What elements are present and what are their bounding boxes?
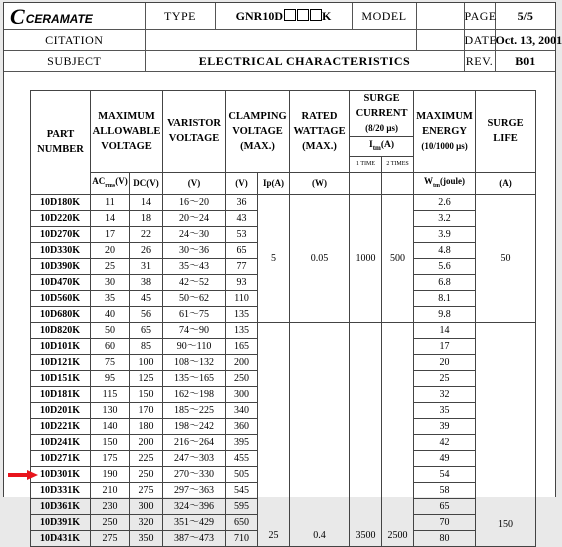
max-energy-cell: 5.6 — [414, 258, 476, 274]
dc-cell: 14 — [130, 194, 163, 210]
part-number-cell: 10D181K — [31, 386, 91, 402]
max-energy-cell: 6.8 — [414, 274, 476, 290]
varistor-voltage-cell: 198～242 — [163, 418, 226, 434]
varistor-voltage-cell: 90～110 — [163, 338, 226, 354]
max-allowable-voltage-header: MAXIMUM ALLOWABLE VOLTAGE — [91, 91, 163, 173]
part-number-cell: 10D301K — [31, 466, 91, 482]
dc-cell: 26 — [130, 242, 163, 258]
clamping-voltage-cell: 135 — [226, 306, 258, 322]
placeholder-box — [284, 9, 296, 21]
part-number-cell: 10D390K — [31, 258, 91, 274]
varistor-voltage-cell: 61～75 — [163, 306, 226, 322]
ac-rms-cell: 115 — [91, 386, 130, 402]
clamping-voltage-header: CLAMPING VOLTAGE (MAX.) — [226, 91, 290, 173]
part-number-cell: 10D101K — [31, 338, 91, 354]
ac-rms-cell: 40 — [91, 306, 130, 322]
ac-rms-cell: 210 — [91, 482, 130, 498]
clamping-voltage-cell: 165 — [226, 338, 258, 354]
varistor-voltage-cell: 297～363 — [163, 482, 226, 498]
rev-value: B01 — [495, 51, 555, 72]
varistor-voltage-cell: 35～43 — [163, 258, 226, 274]
ac-rms-cell: 150 — [91, 434, 130, 450]
ac-rms-cell: 17 — [91, 226, 130, 242]
ac-rms-cell: 30 — [91, 274, 130, 290]
ac-rms-cell: 20 — [91, 242, 130, 258]
ip-cell: 5 — [258, 194, 290, 322]
ac-rms-cell: 175 — [91, 450, 130, 466]
part-number-cell: 10D331K — [31, 482, 91, 498]
dc-cell: 65 — [130, 322, 163, 338]
clamp-v-unit-header: (V) — [226, 172, 258, 194]
part-number-cell: 10D470K — [31, 274, 91, 290]
ac-rms-cell: 50 — [91, 322, 130, 338]
logo-text: CERAMATE — [25, 12, 93, 26]
maximum-energy-header: MAXIMUM ENERGY (10/1000 μs) — [414, 91, 476, 173]
part-number-cell: 10D820K — [31, 322, 91, 338]
clamping-voltage-cell: 250 — [226, 370, 258, 386]
company-logo — [4, 3, 145, 30]
surge-life-header: SURGE LIFE — [476, 91, 536, 173]
ac-rms-cell: 275 — [91, 530, 130, 546]
dc-cell: 200 — [130, 434, 163, 450]
dc-cell: 125 — [130, 370, 163, 386]
clamping-voltage-cell: 36 — [226, 194, 258, 210]
dc-cell: 170 — [130, 402, 163, 418]
dc-cell: 22 — [130, 226, 163, 242]
clamping-voltage-cell: 110 — [226, 290, 258, 306]
one-time-unit-header — [350, 172, 382, 194]
dc-header: DC(V) — [130, 172, 163, 194]
dc-cell: 320 — [130, 514, 163, 530]
clamping-voltage-cell: 360 — [226, 418, 258, 434]
dc-cell: 350 — [130, 530, 163, 546]
dc-cell: 18 — [130, 210, 163, 226]
varistor-voltage-cell: 247～303 — [163, 450, 226, 466]
varistor-voltage-cell: 162～198 — [163, 386, 226, 402]
model-value — [416, 3, 464, 30]
max-energy-cell: 70 — [414, 514, 476, 530]
subject-label: SUBJECT — [4, 51, 145, 72]
part-number-cell: 10D680K — [31, 306, 91, 322]
ac-rms-cell: 35 — [91, 290, 130, 306]
varistor-voltage-cell: 42～52 — [163, 274, 226, 290]
max-energy-cell: 2.6 — [414, 194, 476, 210]
clamping-voltage-cell: 135 — [226, 322, 258, 338]
varistor-voltage-cell: 324～396 — [163, 498, 226, 514]
datasheet-page — [3, 2, 562, 544]
part-number-header: PART NUMBER — [31, 91, 91, 195]
dc-cell: 38 — [130, 274, 163, 290]
ac-rms-cell: 60 — [91, 338, 130, 354]
max-energy-cell: 8.1 — [414, 290, 476, 306]
document-header — [4, 3, 562, 72]
varistor-voltage-cell: 351～429 — [163, 514, 226, 530]
subject-value: ELECTRICAL CHARACTERISTICS — [145, 51, 464, 72]
surge-life-unit-header: (A) — [476, 172, 536, 194]
surge-two-times-cell: 2500 — [382, 322, 414, 546]
varistor-unit-header: (V) — [163, 172, 226, 194]
ip-header: Ip(A) — [258, 172, 290, 194]
dc-cell: 45 — [130, 290, 163, 306]
date-value: Oct. 13, 2001 — [495, 30, 555, 51]
ac-rms-cell: 130 — [91, 402, 130, 418]
ac-rms-cell: 190 — [91, 466, 130, 482]
clamping-voltage-cell: 395 — [226, 434, 258, 450]
clamping-voltage-cell: 455 — [226, 450, 258, 466]
dc-cell: 225 — [130, 450, 163, 466]
varistor-voltage-cell: 135～165 — [163, 370, 226, 386]
surge-two-times-cell: 500 — [382, 194, 414, 322]
wattage-unit-header: (W) — [290, 172, 350, 194]
ip-cell: 25 — [258, 322, 290, 546]
clamping-voltage-cell: 65 — [226, 242, 258, 258]
rev-label: REV. — [464, 51, 495, 72]
ac-rms-cell: 14 — [91, 210, 130, 226]
dc-cell: 275 — [130, 482, 163, 498]
max-energy-cell: 80 — [414, 530, 476, 546]
placeholder-box — [310, 9, 322, 21]
part-number-cell: 10D330K — [31, 242, 91, 258]
max-energy-cell: 39 — [414, 418, 476, 434]
clamping-voltage-cell: 77 — [226, 258, 258, 274]
clamping-voltage-cell: 710 — [226, 530, 258, 546]
part-number-cell: 10D241K — [31, 434, 91, 450]
part-number-cell: 10D431K — [31, 530, 91, 546]
table-body — [31, 194, 536, 546]
max-energy-cell: 25 — [414, 370, 476, 386]
dc-cell: 150 — [130, 386, 163, 402]
varistor-voltage-cell: 74～90 — [163, 322, 226, 338]
surge-one-time-cell: 1000 — [350, 194, 382, 322]
ac-rms-cell: 11 — [91, 194, 130, 210]
varistor-voltage-cell: 270～330 — [163, 466, 226, 482]
varistor-voltage-cell: 30～36 — [163, 242, 226, 258]
rated-wattage-cell: 0.4 — [290, 322, 350, 546]
two-times-unit-header — [382, 172, 414, 194]
date-label: DATE — [464, 30, 495, 51]
red-arrow-icon — [8, 470, 38, 480]
wtm-header: $W_{tm}(joule)$ — [414, 172, 476, 194]
ac-rms-cell: 250 — [91, 514, 130, 530]
citation-value — [145, 30, 416, 51]
varistor-voltage-header: VARISTOR VOLTAGE — [163, 91, 226, 173]
citation-label: CITATION — [4, 30, 145, 51]
model-label: MODEL — [352, 3, 416, 30]
ac-rms-cell: 25 — [91, 258, 130, 274]
dc-cell: 100 — [130, 354, 163, 370]
clamping-voltage-cell: 200 — [226, 354, 258, 370]
part-number-cell: 10D220K — [31, 210, 91, 226]
ac-rms-cell: 230 — [91, 498, 130, 514]
rated-wattage-header: RATED WATTAGE (MAX.) — [290, 91, 350, 173]
max-energy-cell: 65 — [414, 498, 476, 514]
part-number-cell: 10D180K — [31, 194, 91, 210]
page-value: 5/5 — [495, 3, 555, 30]
table-row — [31, 322, 536, 338]
varistor-voltage-cell: 16～20 — [163, 194, 226, 210]
max-energy-cell: 3.2 — [414, 210, 476, 226]
max-energy-cell: 9.8 — [414, 306, 476, 322]
rated-wattage-cell: 0.05 — [290, 194, 350, 322]
varistor-voltage-cell: 20～24 — [163, 210, 226, 226]
varistor-voltage-cell: 108～132 — [163, 354, 226, 370]
citation-spacer — [416, 30, 464, 51]
varistor-voltage-cell: 50～62 — [163, 290, 226, 306]
surge-life-cell: 50 — [476, 194, 536, 322]
electrical-characteristics-table — [30, 90, 536, 547]
part-number-cell: 10D151K — [31, 370, 91, 386]
two-times-header: 2 TIMES — [382, 156, 414, 172]
part-number-cell: 10D121K — [31, 354, 91, 370]
clamping-voltage-cell: 43 — [226, 210, 258, 226]
dc-cell: 300 — [130, 498, 163, 514]
ac-rms-cell: 95 — [91, 370, 130, 386]
placeholder-box — [297, 9, 309, 21]
max-energy-cell: 49 — [414, 450, 476, 466]
clamping-voltage-cell: 93 — [226, 274, 258, 290]
dc-cell: 180 — [130, 418, 163, 434]
clamping-voltage-cell: 300 — [226, 386, 258, 402]
dc-cell: 31 — [130, 258, 163, 274]
type-value: GNR10D K — [215, 3, 352, 30]
clamping-voltage-cell: 505 — [226, 466, 258, 482]
max-energy-cell: 35 — [414, 402, 476, 418]
dc-cell: 56 — [130, 306, 163, 322]
ac-rms-header: $AC_{rms}(V)$ — [91, 172, 130, 194]
max-energy-cell: 54 — [414, 466, 476, 482]
clamping-voltage-cell: 650 — [226, 514, 258, 530]
dc-cell: 250 — [130, 466, 163, 482]
surge-life-cell: 150 — [476, 322, 536, 546]
max-energy-cell: 3.9 — [414, 226, 476, 242]
table-row — [31, 194, 536, 210]
max-energy-cell: 17 — [414, 338, 476, 354]
part-number-cell: 10D221K — [31, 418, 91, 434]
max-energy-cell: 58 — [414, 482, 476, 498]
clamping-voltage-cell: 545 — [226, 482, 258, 498]
max-energy-cell: 42 — [414, 434, 476, 450]
logo-c-mark: C — [10, 4, 25, 29]
part-number-cell: 10D270K — [31, 226, 91, 242]
part-number-cell: 10D271K — [31, 450, 91, 466]
one-time-header: 1 TIME — [350, 156, 382, 172]
type-label: TYPE — [145, 3, 215, 30]
max-energy-cell: 32 — [414, 386, 476, 402]
clamping-voltage-cell: 340 — [226, 402, 258, 418]
page-label: PAGE — [464, 3, 495, 30]
varistor-voltage-cell: 24～30 — [163, 226, 226, 242]
max-energy-cell: 14 — [414, 322, 476, 338]
part-number-cell: 10D391K — [31, 514, 91, 530]
part-number-cell: 10D560K — [31, 290, 91, 306]
dc-cell: 85 — [130, 338, 163, 354]
max-energy-cell: 20 — [414, 354, 476, 370]
clamping-voltage-cell: 595 — [226, 498, 258, 514]
part-number-cell: 10D201K — [31, 402, 91, 418]
ac-rms-cell: 75 — [91, 354, 130, 370]
itm-header: $I_{tm}(A)$ — [350, 137, 414, 157]
max-energy-cell: 4.8 — [414, 242, 476, 258]
varistor-voltage-cell: 387～473 — [163, 530, 226, 546]
ac-rms-cell: 140 — [91, 418, 130, 434]
varistor-voltage-cell: 185～225 — [163, 402, 226, 418]
surge-one-time-cell: 3500 — [350, 322, 382, 546]
clamping-voltage-cell: 53 — [226, 226, 258, 242]
varistor-voltage-cell: 216～264 — [163, 434, 226, 450]
surge-current-header: SURGE CURRENT (8/20 μs) — [350, 91, 414, 137]
part-number-cell: 10D361K — [31, 498, 91, 514]
